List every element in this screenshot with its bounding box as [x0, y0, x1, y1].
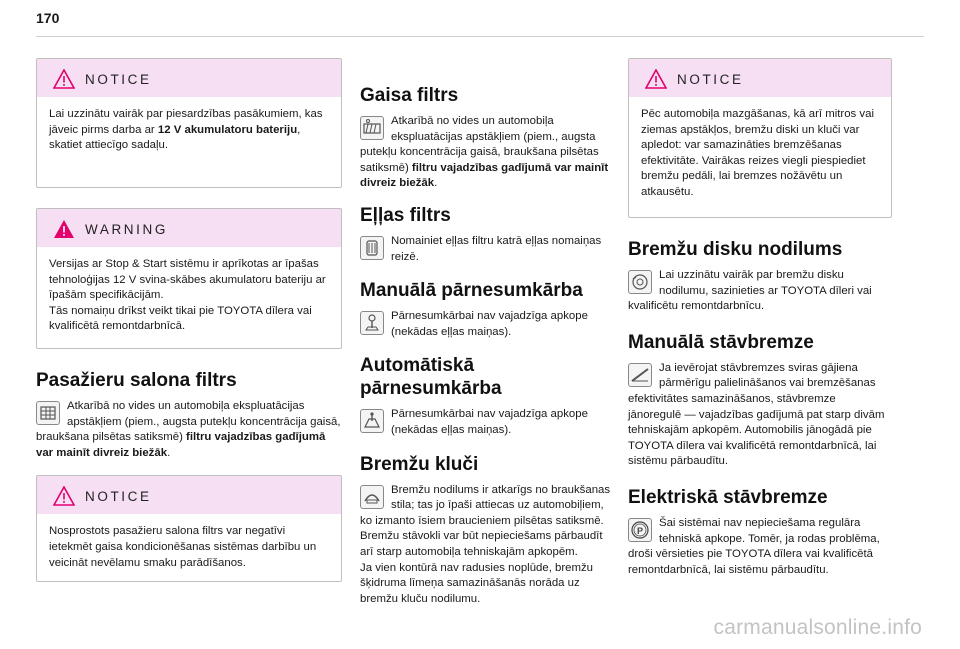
- brake-disc-icon: [628, 270, 652, 294]
- notice-text: Nosprostots pasažieru salona filtrs var negatīvi ietekmēt gaisa kondicionēšanas sistēmas darbību un veicināt nevēlamu smaku parādīšanos.: [49, 525, 317, 569]
- air-filter-text-a: Atkarībā no vides un automobiļa ekspluatācijas apstākļiem (piem., augsta putekļu koncentrācija gaisā, braukšana pilsētas satiksmē): [360, 115, 599, 174]
- warning-triangle-icon: [53, 69, 75, 89]
- manual-parking-text: [628, 361, 892, 470]
- gear-lever-icon: [360, 311, 384, 335]
- warning-triangle-icon: [53, 486, 75, 506]
- auto-gearbox-heading-line1: Automātiskā: [360, 355, 475, 377]
- cabin-filter-text-bold: filtru vajadzības gadījumā var mainīt divreiz biežāk: [36, 431, 326, 459]
- section-brake-pads: [360, 453, 614, 608]
- air-filter-text: [360, 114, 614, 192]
- gear-selector-icon: [360, 409, 384, 433]
- disc-wear-heading: Bremžu disku nodilums: [628, 239, 843, 260]
- disc-wear-text: [628, 268, 892, 315]
- auto-gearbox-heading: [360, 354, 614, 400]
- warning-header: [37, 209, 341, 247]
- warning-body: [37, 247, 341, 346]
- warning-title: WARNING: [85, 221, 168, 237]
- top-rule: [36, 36, 924, 37]
- oil-filter-heading: Eļļas filtrs: [360, 204, 451, 226]
- oil-filter-icon: [360, 236, 384, 260]
- air-filter-icon: [360, 116, 384, 140]
- manual-parking-heading: Manuālā stāvbremze: [628, 331, 814, 353]
- air-filter-text-end: .: [434, 177, 438, 190]
- section-manual-parking-brake: [628, 331, 892, 470]
- notice-box-brakes: [628, 58, 892, 218]
- notice-text: Lai uzzinātu vairāk par piesardzības pasākumiem, kas jāveic pirms darba ar: [49, 108, 323, 136]
- column-left: [36, 58, 342, 602]
- page-number: 170: [36, 10, 60, 26]
- notice-text-end: , skatiet attiecīgo sadaļu.: [49, 123, 301, 152]
- section-manual-gearbox: [360, 279, 614, 340]
- section-auto-gearbox: [360, 354, 614, 438]
- warning-triangle-icon: [645, 69, 667, 89]
- cabin-filter-text: [36, 399, 342, 461]
- notice-text-bold: 12 V akumulatoru bateriju: [157, 123, 298, 136]
- notice-title: NOTICE: [85, 488, 152, 504]
- watermark: carmanualsonline.info: [713, 616, 922, 639]
- notice-box-cabin-filter: [36, 475, 342, 582]
- air-filter-text-bold: filtru vajadzības gadījumā var mainīt divreiz biežāk: [360, 161, 609, 190]
- notice-body: [629, 97, 891, 212]
- notice-header: [37, 59, 341, 97]
- section-oil-filter: [360, 204, 614, 265]
- cabin-filter-icon: [36, 401, 60, 425]
- notice-header: [37, 476, 341, 514]
- section-cabin-filter: [36, 369, 342, 461]
- warning-text: Versijas ar Stop & Start sistēmu ir aprīkotas ar īpašas tehnoloģijas 12 V svina-skābes akumulatoru bateriju ar īpašām specifikācijām.: [49, 258, 326, 302]
- column-middle: [360, 84, 614, 613]
- cabin-filter-text-a: Atkarībā no vides un automobiļa ekspluatācijas apstākļiem (piem., augsta putekļu koncentrācija gaisā, braukšana pilsētas satiksmē): [36, 400, 341, 444]
- cabin-filter-text-end: .: [167, 446, 171, 459]
- section-disc-wear: [628, 238, 892, 315]
- brake-pad-icon: [360, 485, 384, 509]
- oil-filter-text-body: Nomainiet eļļas filtru katrā eļļas nomaiņas reizē.: [391, 234, 602, 263]
- brake-pads-heading: Bremžu kluči: [360, 453, 479, 475]
- air-filter-heading: Gaisa filtrs: [360, 85, 459, 106]
- manual-gearbox-text: [360, 309, 614, 340]
- electric-parking-text-body: Šai sistēmai nav nepieciešama regulāra tehniskā apkope. Tomēr, ja rodas problēma, droši vērsieties pie TOYOTA dīlera vai kvalificētā remontdarbnīcā, lai sistēmu pārbaudītu.: [628, 516, 880, 576]
- cabin-filter-heading: Pasažieru salona filtrs: [36, 370, 237, 391]
- electric-parking-heading: Elektriskā stāvbremze: [628, 486, 828, 508]
- notice-body: [37, 514, 341, 582]
- notice-title: NOTICE: [677, 71, 744, 87]
- manual-gearbox-text-body: Pārnesumkārbai nav vajadzīga apkope (nekādas eļļas maiņas).: [391, 310, 588, 338]
- handbrake-icon: [628, 363, 652, 387]
- parking-brake-p-icon: [628, 518, 652, 542]
- warning-triangle-icon: [53, 219, 75, 239]
- column-right: [628, 58, 892, 584]
- brake-pads-text: [360, 483, 614, 608]
- auto-gearbox-text-body: Pārnesumkārbai nav vajadzīga apkope (nekādas eļļas maiņas).: [391, 408, 588, 436]
- svg-text:P: P: [636, 525, 644, 536]
- auto-gearbox-heading-line2: pārnesumkārba: [360, 378, 502, 400]
- section-electric-parking-brake: [628, 486, 892, 578]
- notice-box-battery: [36, 58, 342, 188]
- manual-parking-text-body: Ja ievērojat stāvbremzes sviras gājiena pārmērīgu palielināšanos vai bremzēšanas efektivitātes samazināšanos, stāvbremze jānoregulē — vajadzības gadījumā pat starp divām tehniskajām apkopēm. Automobilis jānogādā pie TOYOTA dīlera vai kvalificētā remontdarbnīcā, lai sistēmu pārbaudītu.: [628, 361, 885, 468]
- manual-gearbox-heading: Manuālā pārnesumkārba: [360, 280, 583, 302]
- warning-box-battery: [36, 208, 342, 349]
- section-air-filter: [360, 84, 614, 192]
- oil-filter-text: [360, 234, 614, 265]
- notice-title: NOTICE: [85, 71, 152, 87]
- electric-parking-text: [628, 516, 892, 578]
- notice-header: [629, 59, 891, 97]
- notice-body: [37, 97, 341, 165]
- warning-text-2: Tās nomaiņu drīkst veikt tikai pie TOYOTA dīlera vai kvalificētā remontdarbnīcā.: [49, 304, 312, 333]
- auto-gearbox-text: [360, 407, 614, 438]
- disc-wear-text-body: Lai uzzinātu vairāk par bremžu disku nodilumu, sazinieties ar TOYOTA dīleri vai kvalificētu remontdarbnīcu.: [628, 269, 872, 313]
- brake-pads-text-b: Ja vien kontūrā nav radusies noplūde, bremžu šķidruma līmeņa samazināšanās norāda uz bremžu kluču nodilumu.: [360, 561, 594, 605]
- brake-pads-text-a: Bremžu nodilums ir atkarīgs no braukšanas stila; tas jo īpaši attiecas uz automobiļiem, ko izmanto īsiem braucieniem pilsētas satiksmē. Bremžu stāvokli var būt nepieciešams pārbaudīt arī starp automobiļa tehniskajām apkopēm.: [360, 483, 611, 558]
- notice-text: Pēc automobiļa mazgāšanas, kā arī mitros vai ziemas apstākļos, bremžu diski un kluči var apledot: var samazināties bremzēšanas efektivitāte. Vairākas reizes viegli piespiediet bremžu pedāli, lai bremzes nožāvētu un atkausētu.: [641, 108, 874, 198]
